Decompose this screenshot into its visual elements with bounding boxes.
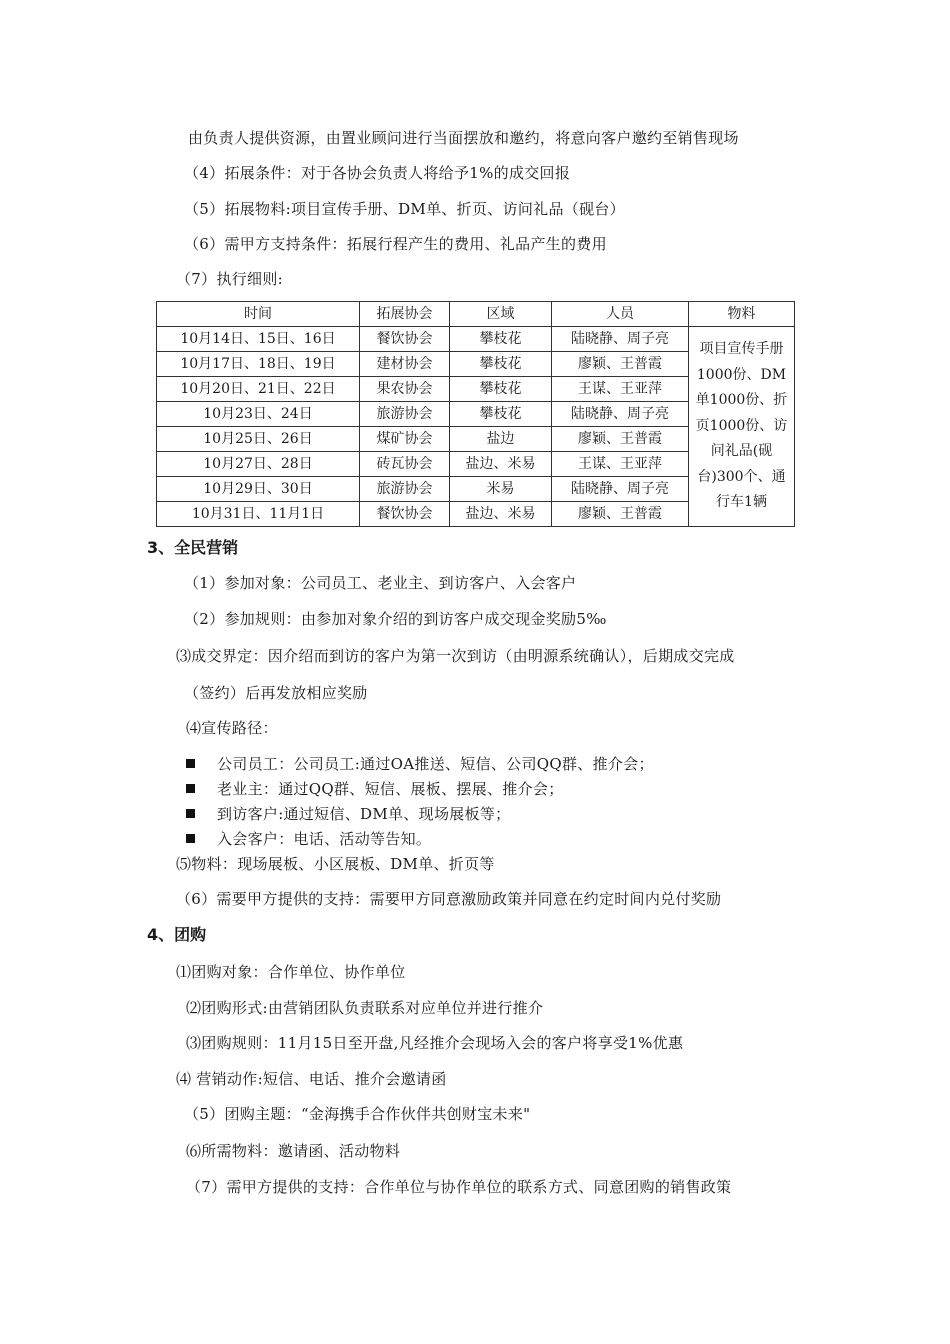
table-cell: 王谋、王亚萍 [552,377,689,402]
body-line: ⑷宣传路径： [186,719,278,737]
bullet-item [186,804,510,824]
body-line: （1）参加对象：公司员工、老业主、到访客户、入会客户 [184,574,577,592]
bullet-item [186,829,431,849]
table-cell: 10月29日、30日 [157,477,360,502]
table-header: 人员 [552,302,689,327]
table-cell: 10月20日、21日、22日 [157,377,360,402]
table-cell: 10月17日、18日、19日 [157,352,360,377]
body-line: （7）需甲方提供的支持：合作单位与协作单位的联系方式、同意团购的销售政策 [186,1178,732,1196]
table-cell: 旅游协会 [360,477,450,502]
body-line: ⑶团购规则：11月15日至开盘,凡经推介会现场入会的客户将享受1%优惠 [186,1034,684,1052]
bullet-text: 入会客户：电话、活动等告知。 [217,830,432,848]
table-cell: 王谋、王亚萍 [552,452,689,477]
table-cell: 砖瓦协会 [360,452,450,477]
table-cell: 10月27日、28日 [157,452,360,477]
table-cell: 建材协会 [360,352,450,377]
table-cell: 陆晓静、周子亮 [552,402,689,427]
table-row [157,327,795,352]
body-line: ⑷ 营销动作:短信、电话、推介会邀请函 [176,1070,447,1088]
square-bullet-icon [186,809,195,818]
table-cell: 餐饮协会 [360,327,450,352]
intro-line: （4）拓展条件：对于各协会负责人将给予1%的成交回报 [184,164,571,182]
table-cell: 盐边、米易 [450,452,552,477]
table-header: 拓展协会 [360,302,450,327]
materials-cell: 项目宣传手册1000份、DM单1000份、折页1000份、访问礼品(砚台)300个、通行车1辆 [689,327,795,527]
table-cell: 10月31日、11月1日 [157,502,360,527]
bullet-text: 到访客户:通过短信、DM单、现场展板等； [217,805,511,823]
intro-line: （6）需甲方支持条件：拓展行程产生的费用、礼品产生的费用 [184,235,607,253]
table-cell: 攀枝花 [450,402,552,427]
table-cell: 攀枝花 [450,377,552,402]
square-bullet-icon [186,784,195,793]
intro-line: 由负责人提供资源，由置业顾问进行当面摆放和邀约，将意向客户邀约至销售现场 [188,129,739,147]
intro-line: （7）执行细则: [176,270,283,288]
bullet-item [186,779,564,799]
table-cell: 攀枝花 [450,327,552,352]
table-cell: 陆晓静、周子亮 [552,327,689,352]
schedule-table [156,301,795,527]
square-bullet-icon [186,759,195,768]
table-cell: 10月23日、24日 [157,402,360,427]
table-header: 物料 [689,302,795,327]
table-header: 时间 [157,302,360,327]
intro-line: （5）拓展物料:项目宣传手册、DM单、折页、访问礼品（砚台） [184,200,625,218]
bullet-text: 公司员工：公司员工:通过OA推送、短信、公司QQ群、推介会； [217,755,654,773]
table-cell: 盐边、米易 [450,502,552,527]
bullet-text: 老业主：通过QQ群、短信、展板、摆展、推介会； [217,780,564,798]
table-cell: 廖颖、王普霞 [552,352,689,377]
body-line: （2）参加规则：由参加对象介绍的到访客户成交现金奖励5‰ [184,610,607,628]
bullet-item [186,754,654,774]
section-heading: 4、团购 [147,925,207,944]
table-cell: 廖颖、王普霞 [552,427,689,452]
body-line: ⑶成交界定：因介绍而到访的客户为第一次到访（由明源系统确认），后期成交完成 [176,647,735,665]
body-line: ⑹所需物料：邀请函、活动物料 [186,1142,401,1160]
section-heading: 3、全民营销 [147,538,239,557]
table-cell: 米易 [450,477,552,502]
table-cell: 果农协会 [360,377,450,402]
table-cell: 煤矿协会 [360,427,450,452]
table-cell: 廖颖、王普霞 [552,502,689,527]
body-line: ⑴团购对象：合作单位、协作单位 [176,963,406,981]
table-cell: 旅游协会 [360,402,450,427]
body-line: （5）团购主题：“金海携手合作伙伴共创财宝未来" [184,1105,531,1123]
body-line: （签约）后再发放相应奖励 [184,684,368,702]
square-bullet-icon [186,834,195,843]
table-header-row [157,302,795,327]
table-cell: 盐边 [450,427,552,452]
table-cell: 餐饮协会 [360,502,450,527]
body-line: ⑸物料：现场展板、小区展板、DM单、折页等 [176,855,495,873]
body-line: （6）需要甲方提供的支持：需要甲方同意激励政策并同意在约定时间内兑付奖励 [176,890,722,908]
table-cell: 陆晓静、周子亮 [552,477,689,502]
table-cell: 10月25日、26日 [157,427,360,452]
table-cell: 10月14日、15日、16日 [157,327,360,352]
body-line: ⑵团购形式:由营销团队负责联系对应单位并进行推介 [186,999,544,1017]
table-cell: 攀枝花 [450,352,552,377]
table-header: 区域 [450,302,552,327]
